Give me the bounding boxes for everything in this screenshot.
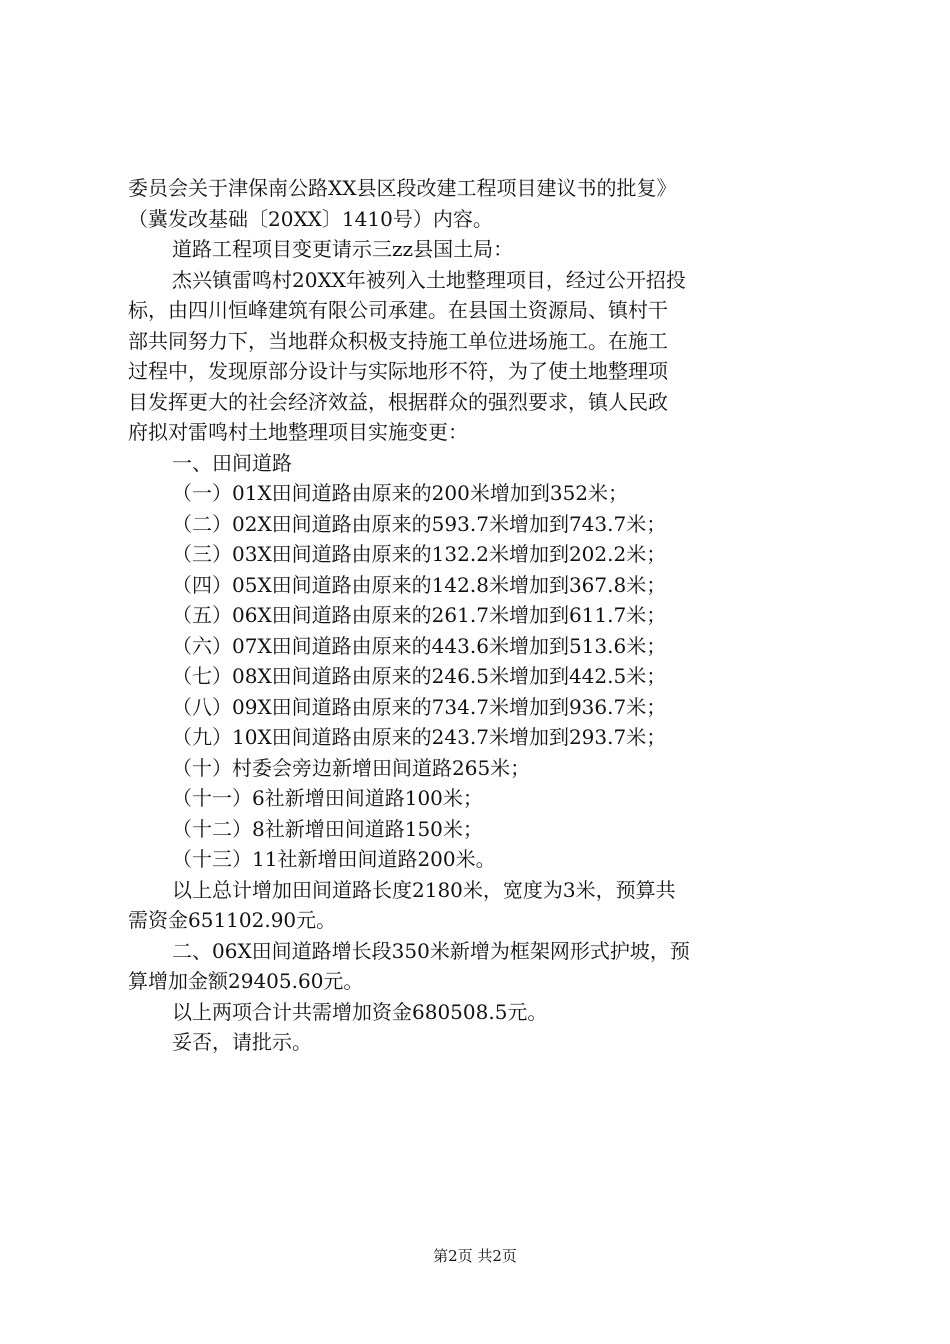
document-line: 府拟对雷鸣村土地整理项目实施变更：	[128, 420, 468, 444]
document-line: 目发挥更大的社会经济效益，根据群众的强烈要求，镇人民政	[128, 389, 668, 414]
document-line: （二）02X田间道路由原来的593.7米增加到743.7米；	[172, 511, 667, 536]
document-line: 部共同努力下，当地群众积极支持施工单位进场施工。在施工	[128, 328, 668, 353]
document-line: 标，由四川恒峰建筑有限公司承建。在县国土资源局、镇村干	[128, 298, 668, 322]
document-line: 委员会关于津保南公路XX县区段改建工程项目建议书的批复》	[128, 176, 677, 200]
document-line: （冀发改基础〔20XX〕1410号）内容。	[128, 206, 493, 231]
document-line: 妥否，请批示。	[172, 1030, 312, 1054]
document-line: （十）村委会旁边新增田间道路265米；	[172, 755, 531, 780]
document-line: 一、田间道路	[172, 450, 292, 475]
page-footer: 第2页 共2页	[433, 1247, 517, 1265]
document-line: 二、06X田间道路增长段350米新增为框架网形式护坡，预	[172, 938, 690, 963]
document-line: 道路工程项目变更请示三zz县国土局：	[172, 237, 514, 261]
document-line: （三）03X田间道路由原来的132.2米增加到202.2米；	[172, 542, 667, 566]
document-line: （十一）6社新增田间道路100米；	[172, 786, 483, 810]
document-line: （六）07X田间道路由原来的443.6米增加到513.6米；	[172, 633, 667, 658]
document-line: 需资金651102.90元。	[128, 908, 337, 932]
document-line: （十三）11社新增田间道路200米。	[172, 847, 496, 871]
document-line: 以上两项合计共需增加资金680508.5元。	[172, 999, 548, 1024]
document-line: （四）05X田间道路由原来的142.8米增加到367.8米；	[172, 572, 667, 597]
document-line: （八）09X田间道路由原来的734.7米增加到936.7米；	[172, 694, 667, 719]
document-line: 杰兴镇雷鸣村20XX年被列入土地整理项目，经过公开招投	[172, 267, 686, 292]
document-line: 算增加金额29405.60元。	[128, 969, 364, 993]
document-line: （九）10X田间道路由原来的243.7米增加到293.7米；	[172, 725, 667, 749]
document-line: （五）06X田间道路由原来的261.7米增加到611.7米；	[172, 603, 667, 627]
document-line: 以上总计增加田间道路长度2180米，宽度为3米，预算共	[172, 877, 676, 902]
document-line: （十二）8社新增田间道路150米；	[172, 816, 483, 841]
document-line: （一）01X田间道路由原来的200米增加到352米；	[172, 481, 629, 505]
document-line: 过程中，发现原部分设计与实际地形不符，为了使土地整理项	[128, 359, 668, 383]
document-line: （七）08X田间道路由原来的246.5米增加到442.5米；	[172, 664, 667, 688]
document-body	[128, 173, 828, 1058]
